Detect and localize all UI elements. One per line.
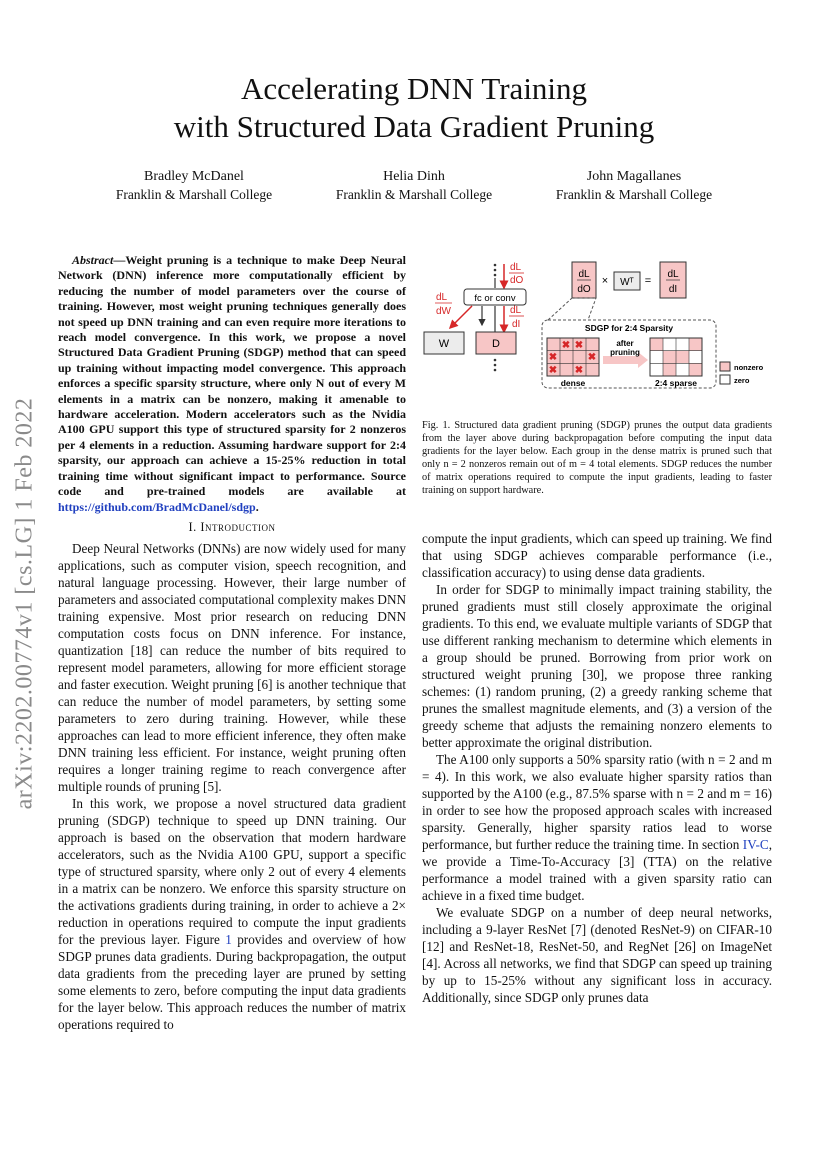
right-paragraph-4: We evaluate SDGP on a number of deep neural networks, including a 9-layer ResNet [7] (denoted ResNet-9) on CIFAR-10 [12] and ResNet-18, ResNet-50, and RegNet [26] on ImageNet [4]. Across all networks, we find that SDGP can speed up training by up to 15-25% without any significant loss in accuracy. Additionally, since SDGP only prunes data [422, 905, 772, 1005]
title-line-2: with Structured Data Gradient Pruning [173, 109, 655, 144]
intro-p2-text-b: provides and overview of how SDGP prunes data gradients. During backpropagation, the output data gradients from the preceding layer are pruned by setting some elements to zero, before computing the input data gradients for the layer below. This approach reduces the number of matrix operations required to [58, 931, 406, 1032]
equals-symbol: = [644, 275, 652, 287]
svg-text:dL: dL [667, 269, 679, 280]
title-line-1: Accelerating DNN Training [240, 71, 588, 106]
right-paragraph-2: In order for SDGP to minimally impact training stability, the pruned gradients must still closely approximate the original gradients. To this end, we evaluate multiple variants of SDGP that use different ranking mechanism to determine which elements in a group should be pruned. Borrowing from prior work on structured weight pruning [30], we propose three ranking schemes: (1) random pruning, (2) a greedy ranking scheme that prunes the smallest magnitude elements, and (3) a version of the greedy scheme that adjusts the remaining nonzero elements to better approximate the original distribution. [422, 582, 772, 750]
right-paragraph-1: compute the input gradients, which can speed up training. We find that using SDGP achieves comparable performance (i.e., classification accuracy) to using dense data gradients. [422, 531, 772, 580]
svg-text:✖: ✖ [587, 352, 597, 363]
after-pruning-label: after [616, 339, 634, 348]
right-p3-text-b: , we provide a Time-To-Accuracy [3] (TTA) on the relative performance a model trained with a given sparsity ratio can achieve in a fixed time budget. [422, 837, 772, 903]
svg-text:✖: ✖ [561, 340, 571, 351]
sparse-matrix [650, 338, 702, 376]
figure-1-caption: Fig. 1. Structured data gradient pruning (SDGP) prunes the output data gradients from the layer above during backpropagation before computing the input data gradients for the layer below. Each group in the dense matrix is pruned such that only n = 2 nonzeros remain out of m = 4 total elements. SDGP reduces the number of matrix operations required to compute the input gradients, leading to faster training on support hardware. [422, 420, 772, 496]
svg-text:dO: dO [577, 284, 591, 295]
legend-nonzero-swatch [720, 362, 730, 371]
author-name: Bradley McDanel [144, 169, 244, 184]
layer-label: fc or conv [474, 293, 516, 304]
left-column [58, 253, 406, 1033]
author-2 [304, 168, 524, 204]
svg-text:dI: dI [512, 319, 521, 330]
author-affiliation: Franklin & Marshall College [555, 187, 713, 202]
arxiv-identifier: arXiv:2202.00774v1 [cs.LG] 1 Feb 2022 [11, 397, 38, 810]
legend-zero-swatch [720, 375, 730, 384]
svg-text:dL: dL [436, 292, 448, 303]
right-p3-text-a: The A100 only supports a 50% sparsity ratio (with n = 2 and m = 4). In this work, we also evaluate higher sparsity ratios than supported by the A100 (e.g., 87.5% sparse with n = 2 and m = 16) in order to see how the proposed approach scales with increased sparsity. Generally, higher sparsity ratios lead to worse performance, but further reduce the training time. In section [422, 752, 772, 852]
svg-text:dO: dO [510, 275, 524, 286]
legend-nonzero: nonzero [734, 363, 764, 372]
author-name: John Magallanes [586, 169, 682, 184]
figure-ref-link[interactable]: 1 [225, 931, 232, 947]
section-heading-introduction: I. Introduction [188, 519, 276, 534]
legend-zero: zero [734, 376, 750, 385]
author-3 [524, 168, 744, 204]
abstract-body: —Weight pruning is a technique to make Deep Neural Network (DNN) inference more computationally efficient by reducing the number of model parameters over the course of training. However, most weight pruning techniques generally does not speed up DNN training and can even require more iterations to reach model convergence. In this work, we propose a novel Structured Data Gradient Pruning (SDGP) method that can speed up training without impacting model convergence. This approach enforces a specific sparsity structure, where only N out of every M elements in a matrix can be nonzero, making it amenable to hardware acceleration. Modern accelerators such as the Nvidia A100 GPU support this type of structured sparsity for 2 nonzeros per 4 elements in a reduction. Assuming hardware support for 2:4 sparsity, our approach can achieve a 15-25% reduction in total training time without significant impact to performance. Source code and pre-trained models are available at [58, 253, 406, 499]
figure-1-diagram [420, 250, 780, 400]
svg-text:pruning: pruning [610, 348, 640, 357]
times-symbol: × [601, 275, 609, 287]
svg-text:dW: dW [436, 306, 451, 317]
dense-matrix [547, 338, 599, 376]
author-name: Helia Dinh [383, 169, 445, 184]
sdgp-box-title: SDGP for 2:4 Sparsity [584, 323, 674, 333]
svg-text:✖: ✖ [574, 340, 584, 351]
abstract-end: . [255, 499, 259, 514]
svg-text:dL: dL [578, 269, 590, 280]
abstract-heading: Abstract [72, 253, 114, 267]
svg-text:✖: ✖ [548, 365, 558, 376]
right-paragraph-3 [422, 751, 772, 904]
sparse-label: 2:4 sparse [654, 378, 698, 388]
dense-label: dense [560, 378, 586, 388]
abstract [58, 253, 406, 515]
svg-text:dI: dI [668, 284, 678, 295]
intro-paragraph-2 [58, 795, 406, 1033]
intro-p2-text-a: In this work, we propose a novel structured data gradient pruning (SDGP) technique to speed up DNN training. Our approach is based on the observation that modern hardware accelerators, such as the Nvidia A100 GPU, support a specific type of structured sparsity, where only 2 out of every 4 elements in a matrix can be nonzero. We enforce this sparsity structure on the activations gradients during training, in order to achieve a 2× reduction in operations required to compute the input gradients for the previous layer. Figure [58, 795, 406, 947]
svg-text:Wᵀ: Wᵀ [620, 277, 634, 288]
svg-text:✖: ✖ [574, 365, 584, 376]
author-affiliation: Franklin & Marshall College [335, 187, 493, 202]
right-column [422, 530, 772, 1006]
dL-dI-label-left [509, 305, 524, 330]
svg-text:dL: dL [510, 262, 522, 273]
svg-text:D: D [492, 338, 500, 350]
paper-title [0, 70, 828, 146]
code-link[interactable]: https://github.com/BradMcDanel/sdgp [58, 499, 256, 514]
section-ref-link[interactable]: IV-C [742, 837, 769, 852]
dL-dW-label [435, 292, 452, 317]
svg-text:W: W [438, 338, 450, 350]
author-1 [84, 168, 304, 204]
author-affiliation: Franklin & Marshall College [115, 187, 273, 202]
intro-paragraph-1: Deep Neural Networks (DNNs) are now widely used for many applications, such as computer vision, speech recognition, and natural language processing. However, their large number of parameters and associated computational complexity makes DNN training expensive. Most prior research on reducing DNN computation costs focus on DNN inference. For instance, quantization [18] can reduce the number of bits required to represent model parameters, allowing for more efficient storage and faster execution. Weight pruning [6] is another technique that can reduce the number of model parameters, by setting some parameters to zero during training. However, while these approaches can lead to more efficient inference, they often make DNN training less efficient. For instance, weight pruning often requires a longer training regime to reach convergence after multiple rounds of pruning [5]. [58, 540, 406, 794]
svg-text:✖: ✖ [548, 352, 558, 363]
svg-text:dL: dL [510, 305, 522, 316]
dL-dO-label-left [509, 262, 524, 286]
